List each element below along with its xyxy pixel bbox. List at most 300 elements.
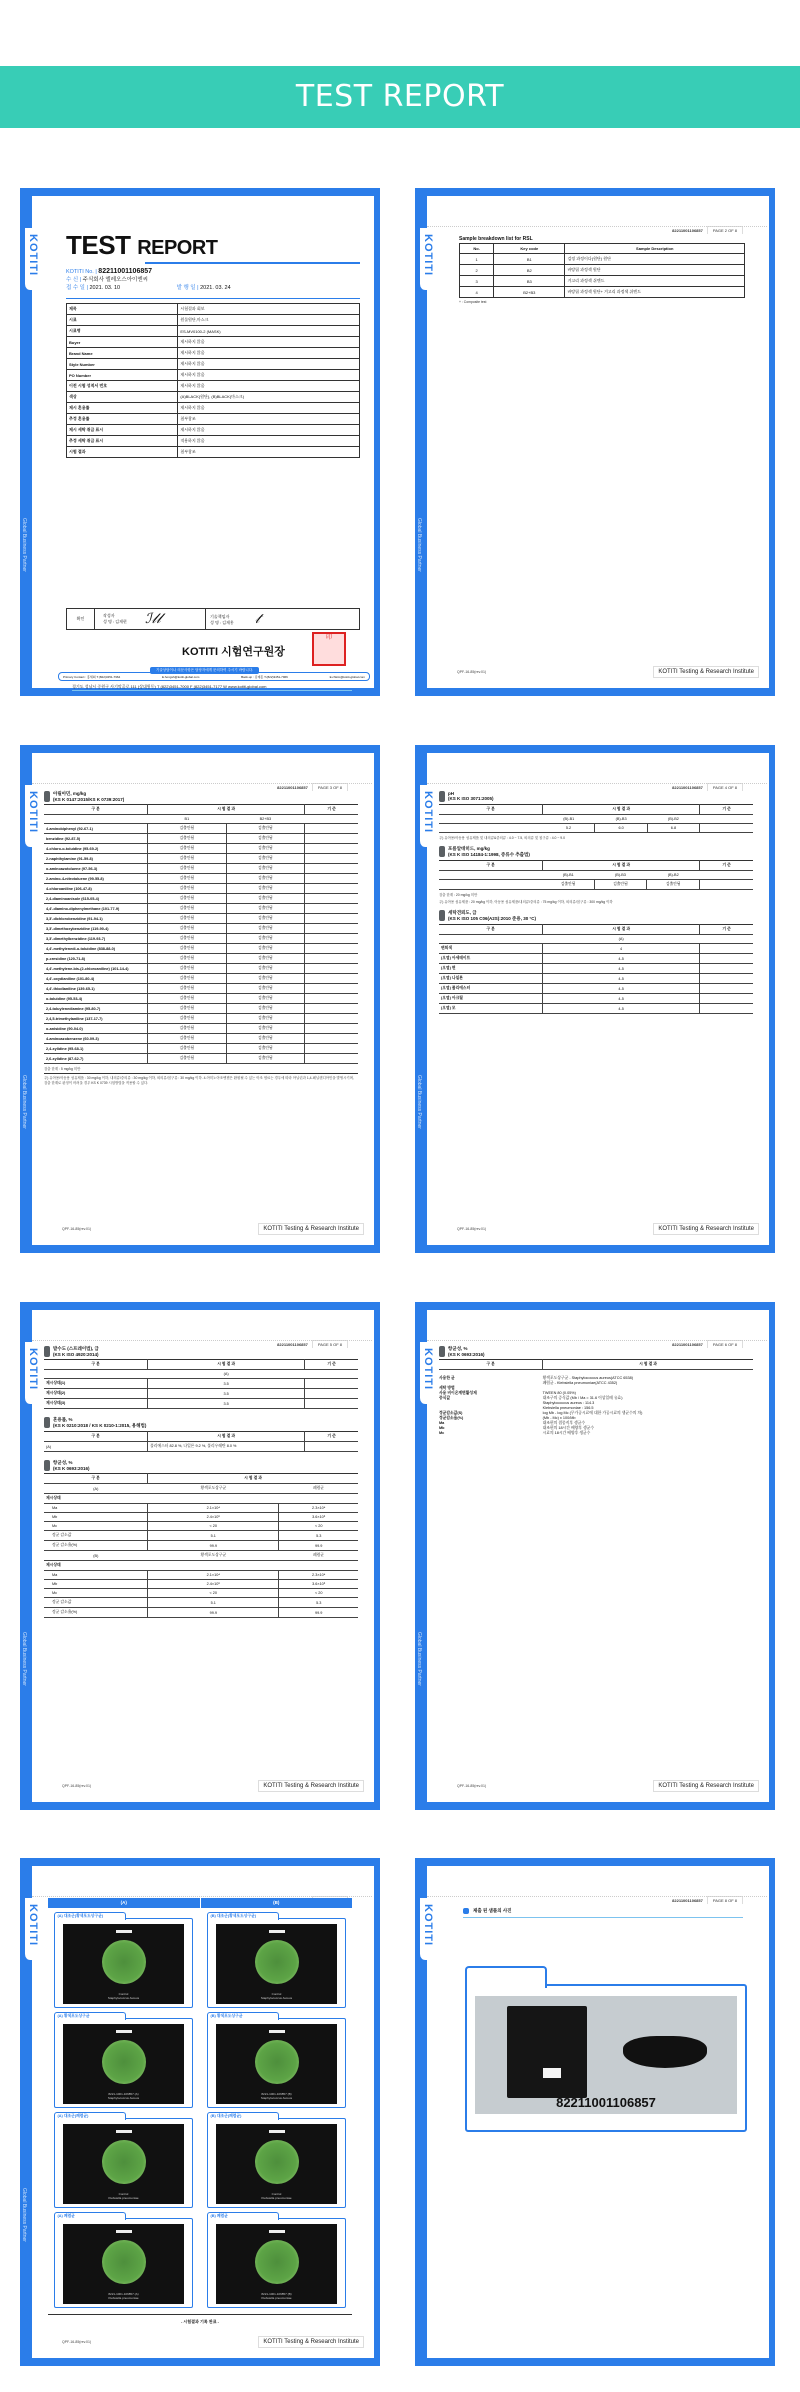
table-row: [44, 864, 358, 874]
table-row: [44, 1442, 358, 1452]
result-value: 3.5: [148, 1379, 305, 1389]
column-header: 구 분: [44, 1432, 148, 1442]
table-row: [44, 834, 358, 844]
table-cell: 바탕립 과정색 원단: [565, 265, 745, 276]
kotiti-logo: KOTITI: [27, 791, 39, 834]
info-row: [67, 304, 360, 315]
result-value: 검출안됨: [148, 1014, 227, 1024]
sample-code: (B)-B3: [594, 871, 647, 880]
photo-caption: Staphylococcus Aureus: [260, 2096, 293, 2100]
photo-caption: Staphylococcus Aureus: [260, 1996, 293, 2000]
group-label: (B): [44, 1551, 148, 1561]
photo-caption: 8221-1001-106857 (B): [261, 2092, 292, 2096]
result-value: 2.1×10⁴: [148, 1571, 279, 1580]
organism: 황색포도상구균: [148, 1484, 279, 1494]
result-value: 99.9: [148, 1608, 279, 1618]
method-key: Mc: [439, 1431, 445, 1435]
side-slogan: Global Business Partner: [416, 1075, 422, 1129]
culture-photo-card: [207, 2014, 346, 2108]
result-value: 검출안됨: [226, 824, 305, 834]
table-row: [44, 824, 358, 834]
result-value: 5.1: [148, 1598, 279, 1608]
kotiti-logo: KOTITI: [422, 1904, 434, 1947]
result-value: 5.3: [279, 1598, 358, 1608]
column-header: 시 험 결 과: [148, 1360, 305, 1370]
column-header: 기 준: [305, 805, 358, 815]
result-value: 검출안됨: [148, 1004, 227, 1014]
result-value: 2.1×10⁴: [148, 1504, 279, 1513]
column-header: No.: [460, 244, 494, 254]
info-key: 시료: [67, 315, 178, 326]
table-row: [460, 265, 745, 276]
director-title: KOTITI 시험연구원장: [182, 646, 285, 658]
result-value: 검출안됨: [148, 984, 227, 994]
compound-name: o-anisidine (90-04-0): [44, 1024, 148, 1034]
method-value: TWEEN 80 (0.05%): [542, 1391, 576, 1395]
row-label: (오염) 모: [439, 1004, 543, 1014]
sample-code: (B)-B2: [647, 815, 699, 824]
page-header: 82211001106857 PAGE 6 OF 8: [672, 1340, 743, 1348]
result-value: 검출안됨: [543, 880, 594, 890]
result-value: 2.4×10⁶: [148, 1580, 279, 1589]
method-details: [439, 1376, 753, 1436]
result-value: 3.6×10⁶: [279, 1513, 358, 1522]
method-key: 세탁 방법: [439, 1386, 455, 1390]
state-label: 제시상태: [44, 1561, 358, 1571]
petri-dish: [102, 2140, 146, 2184]
photo-caption: 8221-1001-106857 (A): [108, 2292, 139, 2296]
row-label: 정균 감소율(%): [44, 1608, 148, 1618]
photo-caption: Klebsiella pneumoniae: [108, 2196, 139, 2200]
info-value: (A)BLACK(원단), (B)BLACK(마스크): [178, 392, 360, 403]
result-value: 폴리에스터 82.8 %, 나일론 9.2 %, 폴리우레탄 8.0 %: [148, 1442, 305, 1452]
info-key: 시료명: [67, 326, 178, 337]
sample-photo-frame: [465, 1984, 747, 2132]
compound-name: 2,4,5-trimethylaniline (137-17-7): [44, 1014, 148, 1024]
antibacterial-table: [44, 1473, 358, 1618]
result-value: 검출안됨: [594, 880, 647, 890]
signature-box: 확인 작성자 성 명 : 김재현 ℐ𝓁𝓁 기술책임자 성 명 : 김재홍 𝓉: [66, 608, 360, 630]
notice-banner: 기술상담이나 의문사항은 담당자에게 문의하여 주시기 바랍니다.: [150, 667, 259, 674]
result-value: 검출안됨: [226, 894, 305, 904]
petri-dish: [255, 2140, 299, 2184]
row-label: (오염) 면: [439, 964, 543, 974]
report-meta: KOTITI No. | 82211001106857 수 신 | 주식회사 엘레오스아이엔씨 접 수 일 | 2021. 03. 10 발 행 일 | 2021. 03. 24: [66, 268, 231, 291]
method-value: 대조구의 증식값 (Mb / Ma = 31.6 이상일때 유효): [542, 1396, 623, 1400]
petri-dish-photo: [216, 2224, 337, 2304]
petri-dish: [102, 2240, 146, 2284]
method-row: [439, 1431, 753, 1436]
table-row: [439, 880, 753, 890]
table-cell: 2: [460, 265, 494, 276]
info-value: 적용하지 않음: [178, 436, 360, 447]
column-header: 구 분: [439, 925, 543, 935]
page-footer: QPF-16-85(rev.01) KOTITI Testing & Research Institute: [44, 1223, 364, 1235]
culture-photo-card: [207, 2114, 346, 2208]
photo-caption: Control: [271, 2192, 282, 2196]
page-header: 82211001106857 PAGE 3 OF 8: [277, 783, 348, 791]
row-label: Mb: [44, 1580, 148, 1589]
arylamine-section: 아릴아민, mg/kg (KS K 0147:2015/KS K 0739:2017) 구 분 시 험 결 과 기 준 B1 B2+B3 4-aminobiphenyl (92-67-1) 검출안됨 검출안됨 benzidine (92-87-5) 검출안됨 검출안됨 4-chloro-o-toluidine (95-69-2) 검출안됨 검출안됨 2-naphthylamine (91-59-8) 검출안됨 검출안됨 o-aminoazotoluene (97-56-3) 검출안됨 검출안됨 2-amino-4-nitrotoluene (99-55-8) 검출안됨 검출안됨 4-chloroaniline (106-47-8) 검출안됨 검출안됨 2,4-diaminoanisole (615-05-4) 검출안됨 검출안됨 4,4'-diamino-diphenylmethane (101-77-9) 검출안됨 검출안됨 3,3'-dichlorobenzidine (91-94-1) 검출안됨 검출안됨 3,3'-dimethoxybenzidine (119-90-4) 검출안됨 검출안됨 3,3'-dimethylbenzidine (119-93-7) 검출안됨 검출안됨 4,4'-methylenedi-o-toluidine (838-88-0) 검출안됨 검출안됨 p-cresidine (120-71-8) 검출안됨 검출안됨 4,4'-methylene-bis-(2-chloroaniline) (101-14-4) 검출안됨 검출안됨 4,4'-oxydianiline (101-80-4) 검출안됨 검출안됨 4,4'-thiodianiline (139-65-1) 검출안됨 검출안됨 o-toluidine (95-53-4) 검출안됨 검출안됨 2,4-toluylenediamine (95-80-7) 검출안됨 검출안됨 2,4,5-trimethylaniline (137-17-7) 검출안됨 검출안됨 o-anisidine (90-04-0) 검출안됨 검출안됨 4-aminoazobenzene (60-09-3) 검출안됨 검출안됨 2,4-xylidine (95-68-1) 검출안됨 검출안됨 2,6-xylidine (87-62-7) 검출안됨 검출안됨 검출 한계 : 5 mg/kg 미만 주) 유아용/아동용 섬유제품 : 30 mg/kg 이하, 내의류/중의류 : 30 mg/kg 이하, 외의류/침구류 : 30 mg/kg 이하. 4-아미노아조벤젠은 환원될 수 있는 아조 염료는 경우에 따라 아닐린과 1,4-페닐렌디아민을 발생시키며, 검출 한계로 판정이 어려울 경우 KS K 0739 시험방법을 적용할 수 있다.: [44, 791, 358, 1087]
fabric-sample: [507, 2006, 587, 2098]
result-value: 4-5: [543, 964, 700, 974]
column-header: 시 험 결 과: [148, 1432, 305, 1442]
result-value: 검출안됨: [148, 844, 227, 854]
petri-dish-photo: [216, 2024, 337, 2104]
column-header: 구 분: [44, 805, 148, 815]
compound-name: 2-amino-4-nitrotoluene (99-55-8): [44, 874, 148, 884]
page-footer: QPF-16-85(rev.01) KOTITI Testing & Research Institute: [44, 1780, 364, 1792]
column-header: 기 준: [700, 805, 753, 815]
compound-name: 4,4'-methylene-bis-(2-chloroaniline) (101-14-4): [44, 964, 148, 974]
method-value: Staphylococcus aureus : 114.3: [542, 1401, 595, 1405]
row-label: (오염) 아크릴: [439, 994, 543, 1004]
column-header: 기 준: [700, 925, 753, 935]
info-row: [67, 370, 360, 381]
table-row: [44, 1044, 358, 1054]
report-page-1: [20, 188, 380, 696]
compound-name: 2,4-diaminoanisole (615-05-4): [44, 894, 148, 904]
table-cell: B2+B3: [494, 287, 565, 298]
table-row: [44, 974, 358, 984]
column-header: 시 험 결 과: [148, 1474, 358, 1484]
formaldehyde-table: [439, 860, 753, 890]
sample-photo-caption: 82211001106857: [556, 2095, 656, 2110]
petri-dish-photo: [216, 1924, 337, 2004]
info-key: 추정 혼용률: [67, 414, 178, 425]
method-key: 사용한 균: [439, 1376, 455, 1380]
info-row: [67, 337, 360, 348]
table-row: [44, 1589, 358, 1598]
info-row: [67, 359, 360, 370]
table-row: [460, 254, 745, 265]
info-value: 제시하지 않음: [178, 403, 360, 414]
card-label: (A) 대조군(폐렴균): [54, 2112, 126, 2120]
table-row: [44, 1571, 358, 1580]
side-slogan: Global Business Partner: [416, 518, 422, 572]
card-label: (B) 황색포도상구균: [207, 2012, 279, 2020]
result-value: 검출안됨: [226, 1014, 305, 1024]
photo-caption: Klebsiella pneumoniae: [108, 2296, 139, 2300]
info-row: [67, 447, 360, 458]
antibacterial-method-section: 항균성, % (KS K 0693:2016) 구 분 시 험 결 과 사용한 균 황색포도상구균 - Staphylococcus aureus(ATCC 6538) 폐렴균 - Klebsiella pneumoniae(ATCC 4352) 세탁 방법 사용 비이온계면활성제 TWEEN 80 (0.05%) 증식값 대조구의 증식값 (Mb / Ma = 31.6 이상일때 유효) Staphylococcus aureus : 114.3 Klebsiella pneumoniae : 156.5 정균감소값(S) log Mb - log Mc (무가공시료에 대한 가공시료의 생균수의 차) 정균감소율(%) (Mb - Mc) x 100/Mb Ma 대조편의 접종직후 생균수 Mb 대조편의 18시간 배양후 생균수 Mc 시료의 18시간 배양후 생균수: [439, 1346, 753, 1436]
result-value: < 20: [279, 1522, 358, 1531]
info-value: ES-MV0100-2 (MASK): [178, 326, 360, 337]
table-row: [44, 1014, 358, 1024]
table-row: [44, 914, 358, 924]
side-slogan: Global Business Partner: [21, 518, 27, 572]
washfastness-table: [439, 924, 753, 1014]
organism: 황색포도상구균: [148, 1551, 279, 1561]
result-value: 검출안됨: [148, 924, 227, 934]
photo-caption: Control: [118, 2192, 129, 2196]
table-cell: 겨고리 과정색 쉬엔드: [565, 276, 745, 287]
info-row: [67, 326, 360, 337]
result-value: 5.1: [148, 1531, 279, 1541]
compound-name: 2,6-xylidine (87-62-7): [44, 1054, 148, 1064]
table-row: [44, 1379, 358, 1389]
info-value: 제시하지 않음: [178, 348, 360, 359]
column-header: 시 험 결 과: [543, 925, 700, 935]
page-footer: QPF-16-85(rev.01) KOTITI Testing & Research Institute: [439, 1223, 759, 1235]
compound-name: 3,3'-dimethoxybenzidine (119-90-4): [44, 924, 148, 934]
info-value: 제시하지 않음: [178, 425, 360, 436]
table-row: [44, 1024, 358, 1034]
table-cell: 검정 과정이다(원단) 원단: [565, 254, 745, 265]
row-label: (오염) 나일론: [439, 974, 543, 984]
info-value: 첨부참조: [178, 447, 360, 458]
table-row: [44, 884, 358, 894]
info-row: [67, 414, 360, 425]
table-cell: 1: [460, 254, 494, 265]
official-seal: 印: [312, 632, 346, 666]
method-value: log Mb - log Mc (무가공시료에 대한 가공시료의 생균수의 차): [542, 1411, 643, 1415]
row-label: 정균 감소값: [44, 1598, 148, 1608]
tech-signature: 𝓉: [255, 611, 260, 627]
compound-name: 4-aminobiphenyl (92-67-1): [44, 824, 148, 834]
table-row: [439, 974, 753, 984]
result-value: 99.9: [148, 1541, 279, 1551]
info-key: 제목: [67, 304, 178, 315]
table-row: [44, 1513, 358, 1522]
table-cell: 4: [460, 287, 494, 298]
sample-code: B2+B3: [226, 815, 305, 824]
result-value: 검출안됨: [148, 874, 227, 884]
column-header: 구 분: [439, 805, 543, 815]
table-row: [44, 904, 358, 914]
side-slogan: Global Business Partner: [21, 1632, 27, 1686]
kotiti-logo: KOTITI: [422, 234, 434, 277]
culture-photo-card: [54, 2014, 193, 2108]
photo-caption: Control: [271, 1992, 282, 1996]
table-row: [460, 287, 745, 298]
method-value: (Mb - Mc) x 100/Mb: [542, 1416, 576, 1420]
sample-code: (B)-B2: [647, 871, 700, 880]
culture-photo-card: [54, 2214, 193, 2308]
result-value: 3.5: [148, 1399, 305, 1409]
report-page-6: [415, 1302, 775, 1810]
table-row: [44, 1580, 358, 1589]
info-key: 제시 혼용률: [67, 403, 178, 414]
photo-caption: Staphylococcus Aureus: [107, 1996, 140, 2000]
info-row: [67, 392, 360, 403]
table-row: [44, 994, 358, 1004]
state-label: 제시상태: [44, 1494, 358, 1504]
result-value: 검출안됨: [226, 1044, 305, 1054]
report-page-3: [20, 745, 380, 1253]
table-row: [44, 1054, 358, 1064]
column-header: Key code: [494, 244, 565, 254]
table-row: [44, 954, 358, 964]
card-label: (B) 폐렴균: [207, 2212, 279, 2220]
result-value: 검출안됨: [226, 884, 305, 894]
compound-name: 4,4'-diamino-diphenylmethane (101-77-9): [44, 904, 148, 914]
photo-caption: 8221-1001-106857 (B): [261, 2292, 292, 2296]
result-value: 검출안됨: [226, 924, 305, 934]
table-row: [439, 1004, 753, 1014]
table-row: [44, 934, 358, 944]
column-header: 시 험 결 과: [543, 861, 700, 871]
petri-dish: [102, 1940, 146, 1984]
info-value: 제시하지 않음: [178, 359, 360, 370]
sample-code: (B)-B1: [543, 815, 595, 824]
table-row: [44, 1598, 358, 1608]
method-value: 시료의 18시간 배양후 생균수: [542, 1431, 591, 1435]
report-title: TEST REPORT: [66, 230, 218, 260]
card-label: (A) 폐렴균: [54, 2212, 126, 2220]
info-key: 추정 세탁 취급 표시: [67, 436, 178, 447]
result-value: 검출안됨: [226, 914, 305, 924]
card-label: (B) 대조군(폐렴균): [207, 2112, 279, 2120]
result-value: 검출안됨: [226, 904, 305, 914]
compound-name: 2-naphthylamine (91-59-8): [44, 854, 148, 864]
row-label: (오염) 아세테이트: [439, 954, 543, 964]
culture-photo-card: [54, 1914, 193, 2008]
culture-photo-card: [54, 2114, 193, 2208]
sample-code: B1: [148, 815, 227, 824]
row-label: (A): [44, 1442, 148, 1452]
result-value: 검출안됨: [226, 964, 305, 974]
address-line: 경기도 성남시 중원구 사기막골로 111 (상대원동) T (822)3451-7000 F (822)3451-7177 W www.kotiti-global.com: [72, 684, 352, 691]
row-label: Mc: [44, 1522, 148, 1531]
row-label: 제시상태(2): [44, 1389, 148, 1399]
sample-code: (B)-B1: [543, 871, 594, 880]
method-value: 대조편의 접종직후 생균수: [542, 1421, 586, 1425]
result-value: 4-5: [543, 994, 700, 1004]
bullet-icon: [463, 1908, 469, 1914]
column-header: 시 험 결 과: [148, 805, 305, 815]
report-page-7: [20, 1858, 380, 2366]
result-value: 검출안됨: [148, 1034, 227, 1044]
method-value: Klebsiella pneumoniae : 156.5: [542, 1406, 594, 1410]
table-cell: B1: [494, 254, 565, 265]
compound-name: 3,3'-dimethylbenzidine (119-93-7): [44, 934, 148, 944]
result-value: 검출안됨: [226, 984, 305, 994]
result-value: 검출안됨: [226, 1034, 305, 1044]
result-value: 검출안됨: [148, 914, 227, 924]
row-label: 정균 감소율(%): [44, 1541, 148, 1551]
side-slogan: Global Business Partner: [21, 1075, 27, 1129]
ph-section: pH (KS K ISO 3071:2005) 구 분 시 험 결 과 기 준 (B)-B1 (B)-B3 (B)-B2 5.2 6.0 6.8 주) 유아용/아동용 섬유제품 및 내의류&중의류 : 4.0 ~ 7.5, 외의류 및 침구류 : 4.0 ~ 9.0 포름알데히드, mg/kg (KS K ISO 14184-1:1998, 증류수 추출법) 구 분 시 험 결 과 기 준 (B)-B1 (B)-B3 (B)-B2 검출안됨 검출안됨 검출안됨 검출 한계 : 20 mg/kg 미만 주) 유아용 섬유제품 : 20 mg/kg 이하, 아동용 섬유제품/내의류/중의류 : 75 mg/kg 이하, 외의류/침구류 : 300 mg/kg 이하 세탁견뢰도, 급 (KS K ISO 105 C06(A2S):2010 준용, 30 °C) 구 분 시 험 결 과 기 준 (A) 변퇴색 4 (오염) 아세테이트 4-5 (오염) 면 4-5 (오염) 나일론 4-5 (오염) 폴리에스터 4-5 (오염) 아크릴 4-5 (오염) 모 4-5: [439, 791, 753, 1014]
table-row: [44, 1504, 358, 1513]
result-value: < 20: [148, 1522, 279, 1531]
method-value: 황색포도상구균 - Staphylococcus aureus(ATCC 6538): [542, 1376, 633, 1380]
table-row: [44, 984, 358, 994]
method-key: Mb: [439, 1426, 445, 1430]
compound-name: 4,4'-methylenedi-o-toluidine (838-88-0): [44, 944, 148, 954]
info-key: Style Number: [67, 359, 178, 370]
page-banner: TEST REPORT: [0, 66, 800, 128]
sample-photo: [475, 1996, 737, 2114]
card-label: (A) 황색포도상구균: [54, 2012, 126, 2020]
writer-signature: ℐ𝓁𝓁: [145, 611, 161, 627]
compound-name: o-aminoazotoluene (97-56-3): [44, 864, 148, 874]
table-row: [44, 964, 358, 974]
result-value: 4-5: [543, 1004, 700, 1014]
side-slogan: Global Business Partner: [416, 1632, 422, 1686]
result-value: 2.4×10⁶: [148, 1513, 279, 1522]
column-header: 기 준: [305, 1432, 358, 1442]
compound-name: o-toluidine (95-53-4): [44, 994, 148, 1004]
side-slogan: Global Business Partner: [21, 2188, 27, 2242]
column-header: Sample Description: [565, 244, 745, 254]
table-row: [460, 276, 745, 287]
info-row: [67, 425, 360, 436]
column-header: 기 준: [700, 861, 753, 871]
photo-caption: Control: [118, 1992, 129, 1996]
result-value: 검출안됨: [226, 1054, 305, 1064]
page-header: 82211001106857 PAGE 2 OF 8: [672, 226, 743, 234]
table-cell: 바탕립 과정색 원단+ 겨고리 과정색 쉬엔드: [565, 287, 745, 298]
result-value: 2.3×10⁴: [279, 1504, 358, 1513]
result-value: 검출안됨: [148, 864, 227, 874]
compound-name: benzidine (92-87-5): [44, 834, 148, 844]
blend-table: [44, 1431, 358, 1452]
result-value: 검출안됨: [148, 884, 227, 894]
organism: 폐렴균: [279, 1551, 358, 1561]
photo-grid-header: (A) (B): [48, 1898, 352, 1908]
compound-name: 4-chloro-o-toluidine (95-69-2): [44, 844, 148, 854]
table-row: [439, 964, 753, 974]
result-value: 검출안됨: [226, 844, 305, 854]
info-key: 제시 세탁 취급 표시: [67, 425, 178, 436]
petri-dish-photo: [216, 2124, 337, 2204]
sample-code: (B)-B3: [595, 815, 647, 824]
row-label: 정균 감소값: [44, 1531, 148, 1541]
result-value: 검출안됨: [148, 834, 227, 844]
petri-dish: [102, 2040, 146, 2084]
result-value: 5.2: [543, 824, 595, 833]
result-value: 검출안됨: [226, 974, 305, 984]
page-footer: QPF-16-85(rev.01) KOTITI Testing & Research Institute: [439, 1780, 759, 1792]
photo-caption: Klebsiella pneumoniae: [261, 2196, 292, 2200]
table-row: [439, 984, 753, 994]
result-value: 검출안됨: [148, 954, 227, 964]
table-cell: B3: [494, 276, 565, 287]
mask-sample: [623, 2036, 707, 2068]
result-value: 검출안됨: [148, 934, 227, 944]
table-header: [460, 244, 745, 254]
result-value: 검출안됨: [226, 1024, 305, 1034]
info-row: [67, 348, 360, 359]
organism: 폐렴균: [279, 1484, 358, 1494]
compound-name: 4-chloroaniline (106-47-8): [44, 884, 148, 894]
row-label: 변퇴색: [439, 944, 543, 954]
rsl-table: [459, 243, 745, 298]
result-value: 4-5: [543, 974, 700, 984]
petri-dish-photo: [63, 2224, 184, 2304]
info-key: 색상: [67, 392, 178, 403]
method-key: Ma: [439, 1421, 445, 1425]
info-key: 이전 시험 성적서 번호: [67, 381, 178, 392]
antibacterial-method-header: 구 분 시 험 결 과: [439, 1359, 753, 1370]
info-value: 시험결과 회보: [178, 304, 360, 315]
sample-code: (A): [543, 935, 700, 944]
water-repellency-section: 발수도 (스프레이법), 급 (KS K ISO 4920:2014) 구 분 시 험 결 과 기 준 (A) 제시상태(1) 3.5 제시상태(2) 3.5 제시상태(3) 3.5 혼용률, % (KS K 0210:2018 / KS K 0210-1:2015, 용해법) 구 분 시 험 결 과 기 준 (A) 폴리에스터 82.8 %, 나일론 9.2 %, 폴리우레탄 8.0 % 항균성, % (KS K 0693:2016) 구 분 시 험 결 과 (A) 황색포도상구균 폐렴균 제시상태 Ma 2.1×10⁴ 2.3×10⁴ Mb 2.4×10⁶ 3.6×10⁶ Mc < 20 < 20 정균 감소값 5.1 5.3 정균 감소율(%) 99.9 99.9 (B) 황색포도상구균 폐렴균 제시상태 Ma 2.1×10⁴ 2.3×10⁴ Mb 2.4×10⁶ 3.6×10⁶ Mc < 20 < 20 정균 감소값 5.1 5.3 정균 감소율(%) 99.9 99.9: [44, 1346, 358, 1618]
kotiti-logo: KOTITI: [27, 1904, 39, 1947]
result-value: 검출안됨: [148, 974, 227, 984]
info-row: [67, 436, 360, 447]
result-value: 4: [543, 944, 700, 954]
result-value: 검출안됨: [226, 954, 305, 964]
info-value: 원물원단,마스크: [178, 315, 360, 326]
end-note: - 시험결과 기록 완료 -: [180, 2319, 220, 2324]
column-header: 구 분: [44, 1474, 148, 1484]
result-value: 검출안됨: [226, 1004, 305, 1014]
photo-caption: 8221-1001-106857 (A): [108, 2092, 139, 2096]
table-row: [44, 874, 358, 884]
page-footer: QPF-16-85(rev.01) KOTITI Testing & Research Institute: [44, 2336, 364, 2348]
